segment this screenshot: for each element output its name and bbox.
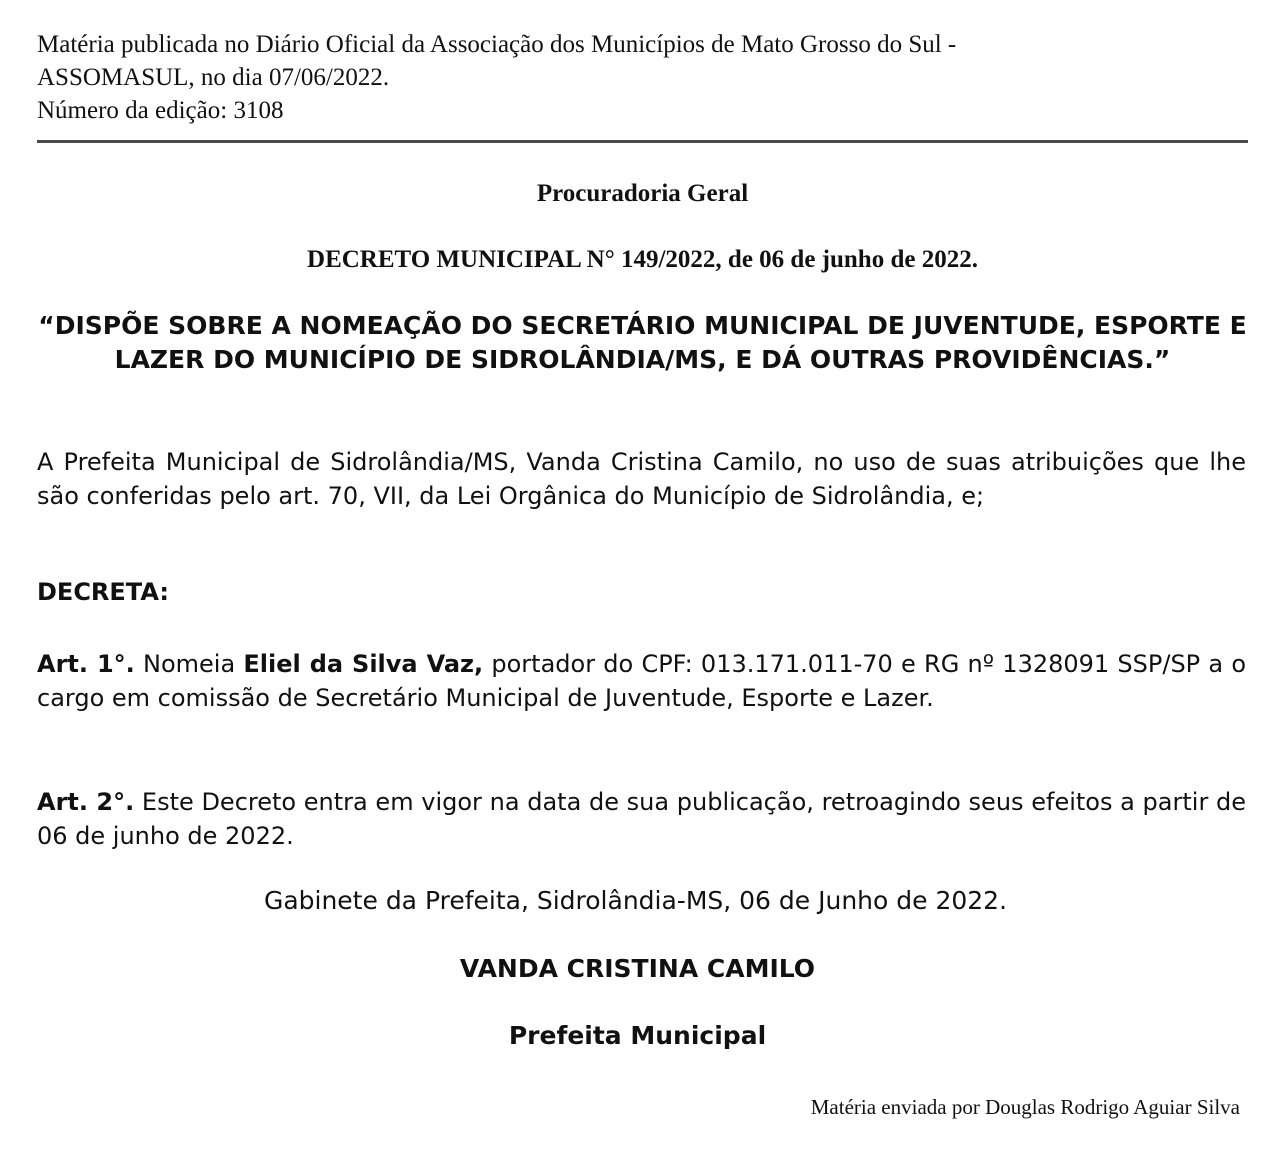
issuing-agency: Procuradoria Geral <box>536 180 749 207</box>
decreta-heading: DECRETA: <box>37 578 169 606</box>
article-2-text: Este Decreto entra em vigor na data de sua publicação, retroagindo seus efeitos a partir de 06 de junho de 2022. <box>37 788 1246 850</box>
publication-edition-number: Número da edição: 3108 <box>37 97 284 124</box>
decree-title: DECRETO MUNICIPAL N° 149/2022, de 06 de junho de 2022. <box>307 246 978 273</box>
place-and-date: Gabinete da Prefeita, Sidrolândia-MS, 06 de Junho de 2022. <box>263 886 1008 915</box>
article-1 <box>37 647 1246 715</box>
submission-footer: Matéria enviada por Douglas Rodrigo Aguiar Silva <box>810 1095 1240 1119</box>
article-2-label: Art. 2°. <box>37 788 135 816</box>
decree-summary: “DISPÕE SOBRE A NOMEAÇÃO DO SECRETÁRIO MUNICIPAL DE JUVENTUDE, ESPORTE E LAZER DO MUNICÍPIO DE SIDROLÂNDIA/MS, E DÁ OUTRAS PROVIDÊNCIAS.” <box>38 311 1247 374</box>
article-1-text-start: Nomeia <box>134 650 244 678</box>
article-1-text-end: portador do CPF: 013.171.011-70 e RG nº 1328091 SSP/SP a o cargo em comissão de Secretário Municipal de Juventude, Esporte e Lazer. <box>37 650 1247 712</box>
decree-preamble: A Prefeita Municipal de Sidrolândia/MS, Vanda Cristina Camilo, no uso de suas atribuições que lhe são conferidas pelo art. 70, VII, da Lei Orgânica do Município de Sidrolândia, e; <box>37 448 1246 510</box>
signer-name: VANDA CRISTINA CAMILO <box>459 954 816 983</box>
publication-header <box>37 28 1247 127</box>
appointee-name: Eliel da Silva Vaz, <box>243 650 484 678</box>
signer-role: Prefeita Municipal <box>508 1021 767 1050</box>
header-divider <box>37 140 1248 143</box>
publication-header-line-2: ASSOMASUL, no dia 07/06/2022. <box>37 64 390 91</box>
publication-header-line-1: Matéria publicada no Diário Oficial da Associação dos Municípios de Mato Grosso do Sul - <box>37 31 957 58</box>
article-2 <box>37 785 1246 853</box>
article-1-label: Art. 1°. <box>37 650 135 678</box>
